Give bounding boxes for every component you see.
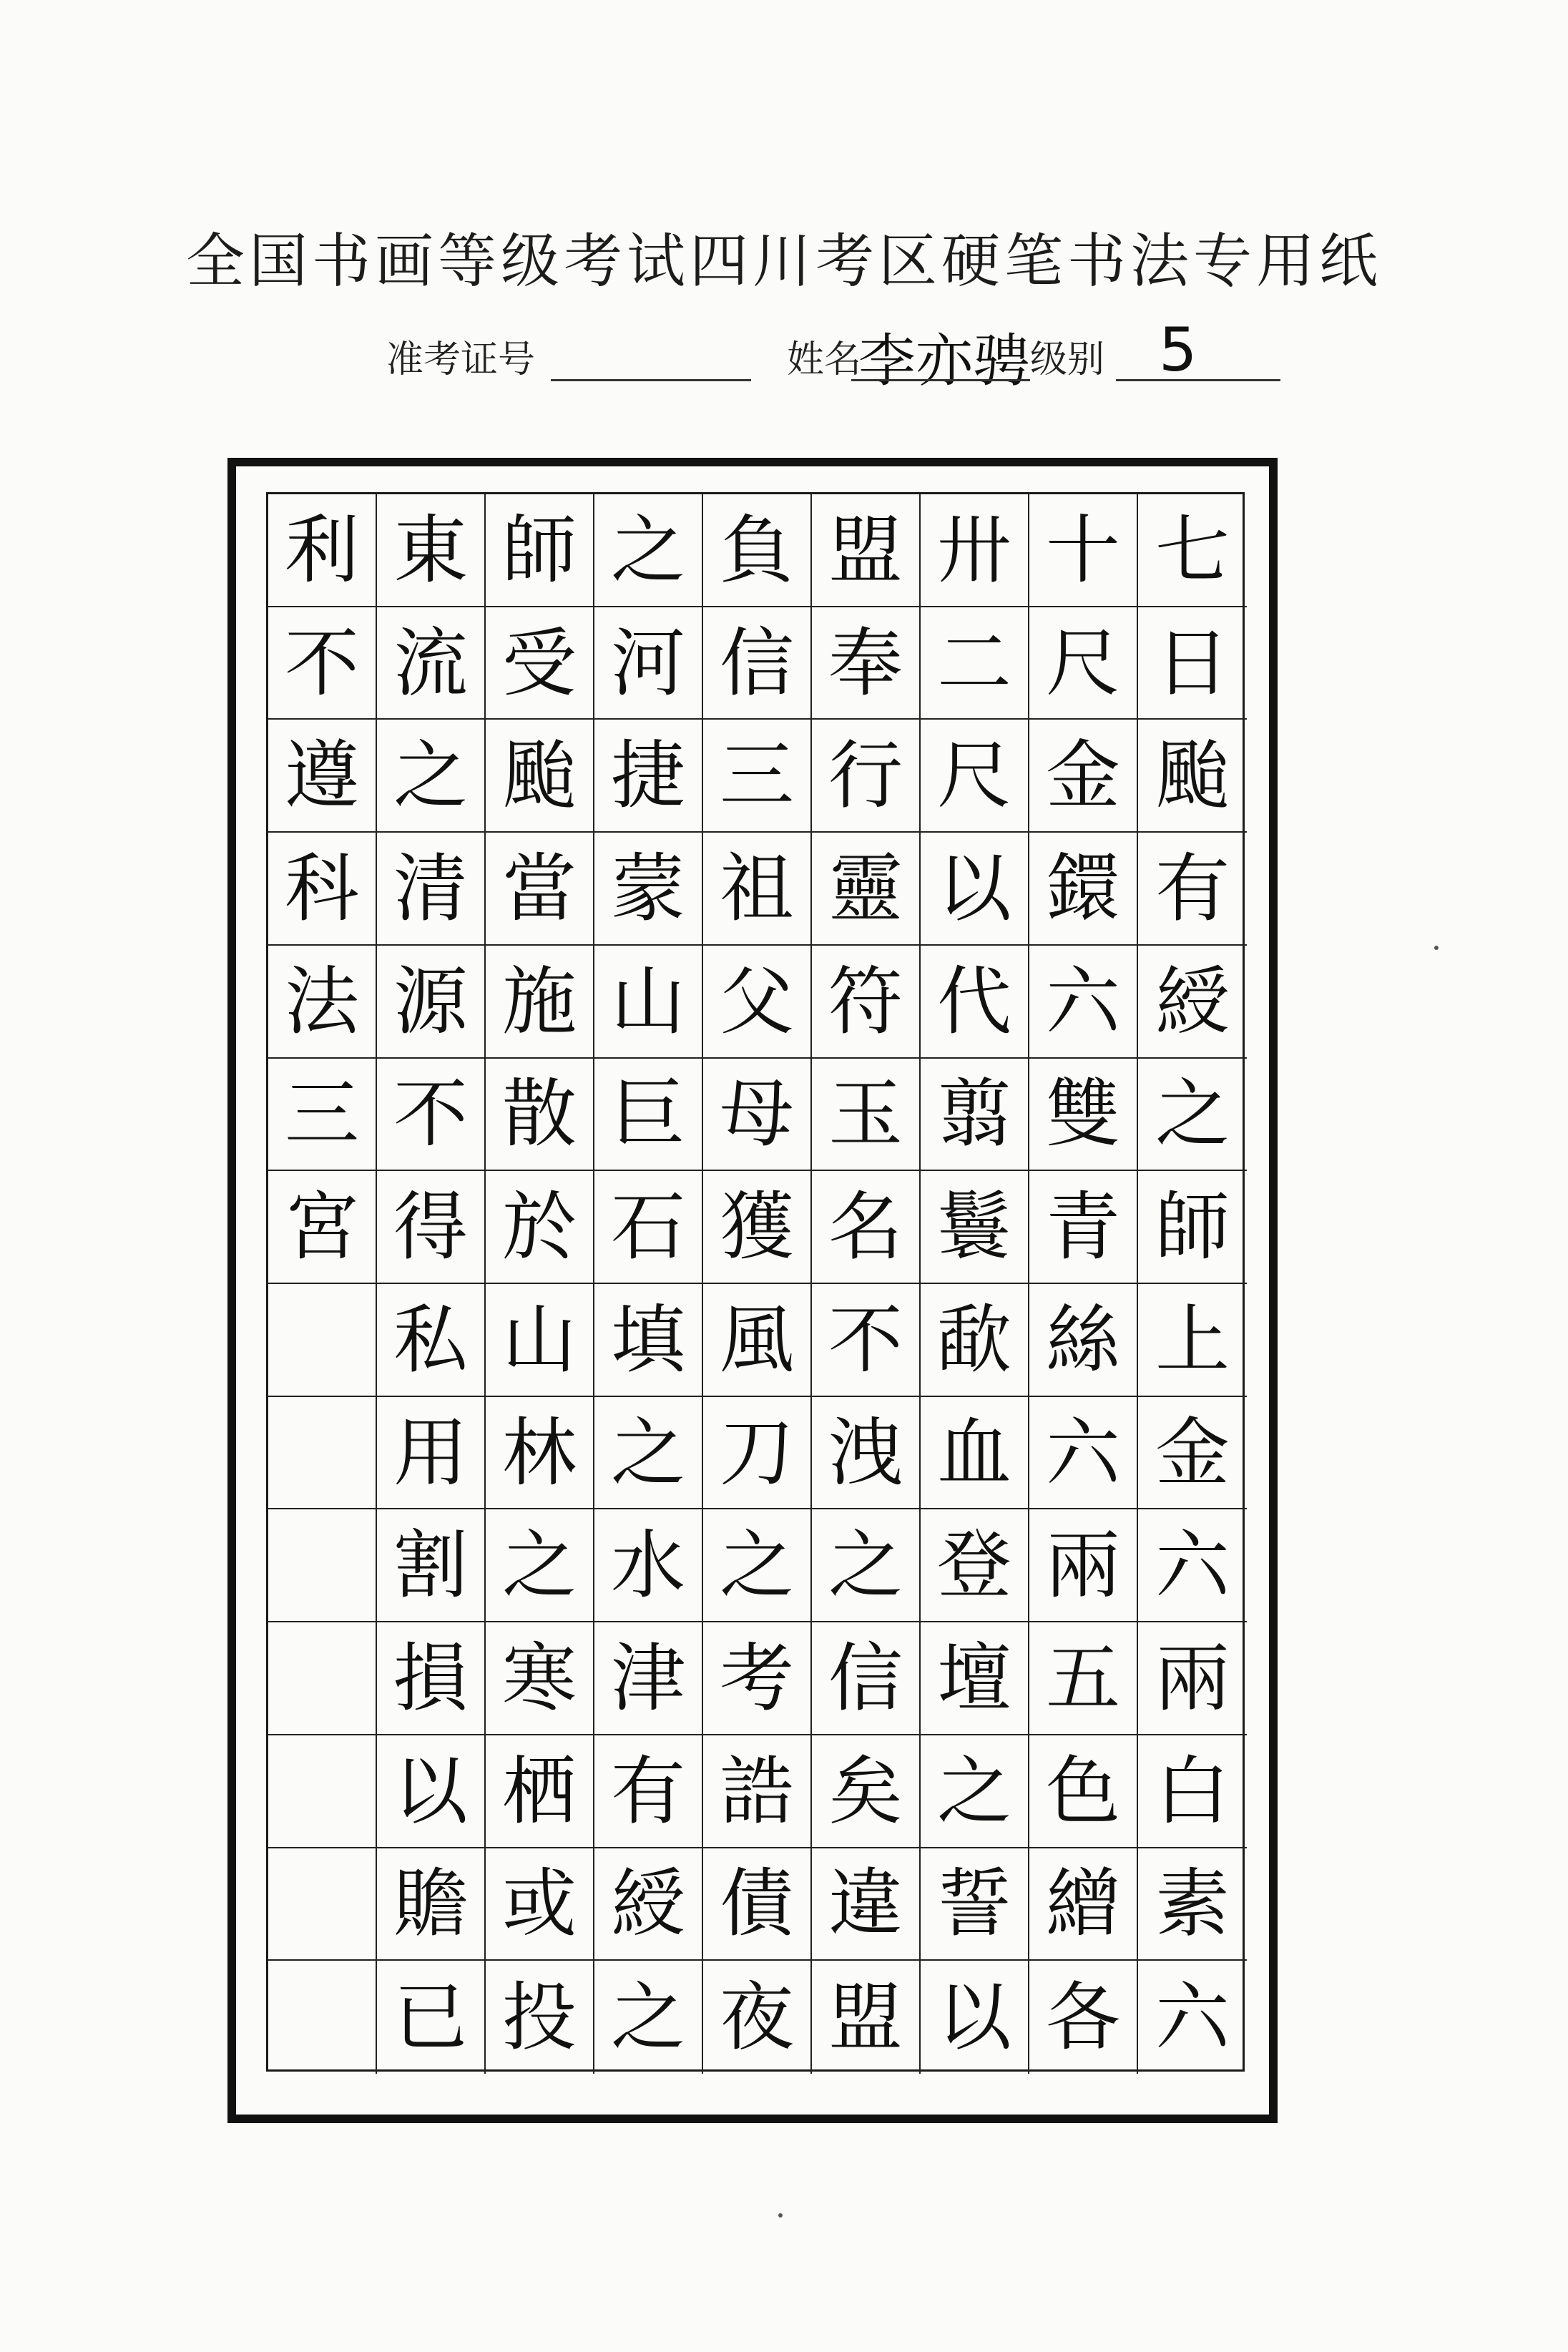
grid-cell: 名: [812, 1171, 919, 1284]
grid-cell: 法: [268, 946, 376, 1059]
grid-cell: [268, 1848, 376, 1961]
exam-id-label: 准考证号: [386, 338, 536, 381]
grid-column-1: [1138, 494, 1247, 2074]
grid-cell: 已: [393, 1974, 468, 2062]
grid-cell: 十: [1029, 494, 1137, 607]
grid-cell: 青: [1029, 1171, 1137, 1284]
grid-cell: 不: [377, 1059, 484, 1172]
grid-cell: 矣: [812, 1735, 919, 1848]
grid-cell: 靈: [812, 833, 919, 946]
grid-cell: 颱: [486, 720, 593, 833]
grid-cell: 尺: [921, 720, 1028, 833]
grid-cell: 素: [1138, 1848, 1247, 1961]
grid-cell: 巨: [594, 1059, 702, 1172]
grid-cell: 流: [377, 607, 484, 720]
grid-cell: 或: [486, 1848, 593, 1961]
grid-cell: 贍: [377, 1848, 484, 1961]
grid-cell: 津: [594, 1622, 702, 1735]
grid-cell: 師: [486, 494, 593, 607]
grid-cell: 誓: [921, 1848, 1028, 1961]
grid-cell: 洩: [812, 1397, 919, 1510]
grid-cell: 代: [921, 946, 1028, 1059]
grid-cell: 信: [812, 1622, 919, 1735]
grid-cell: 以: [377, 1735, 484, 1848]
grid-cell: 尺: [1029, 607, 1137, 720]
grid-cell: 七: [1138, 494, 1247, 607]
grid-cell: 宮: [268, 1171, 376, 1284]
grid-cell: 受: [486, 607, 593, 720]
grid-cell: 祖: [703, 833, 810, 946]
grid-cell: 源: [377, 946, 484, 1059]
grid-column-2: [1029, 494, 1138, 2074]
grid-cell: 考: [703, 1622, 810, 1735]
grid-cell: 上: [1138, 1284, 1247, 1397]
grid-cell: 五: [1029, 1622, 1137, 1735]
calligraphy-grid: [266, 492, 1245, 2072]
grid-cell: 施: [486, 946, 593, 1059]
grid-cell: 散: [486, 1059, 593, 1172]
grid-cell: 綬: [1138, 946, 1247, 1059]
grid-column-7: [486, 494, 594, 2074]
grid-cell: 金: [1138, 1397, 1247, 1510]
grid-cell: 得: [377, 1171, 484, 1284]
grid-cell: 割: [377, 1509, 484, 1622]
grid-cell: 三: [703, 720, 810, 833]
name-label: 姓名: [787, 338, 862, 381]
grid-cell: 損: [377, 1622, 484, 1735]
grid-cell: 登: [921, 1509, 1028, 1622]
name-underline: [851, 379, 1030, 381]
grid-cell: 石: [594, 1171, 702, 1284]
grid-cell: 父: [703, 946, 810, 1059]
grid-cell: 盟: [828, 1974, 903, 2062]
grid-cell: 之: [812, 1509, 919, 1622]
grid-cell: 六: [1029, 1397, 1137, 1510]
grid-cell: 師: [1138, 1171, 1247, 1284]
paper-speck: [778, 2213, 783, 2218]
grid-cell: 遵: [268, 720, 376, 833]
page-title: 全国书画等级考试四川考区硬笔书法专用纸: [185, 227, 1382, 295]
grid-cell: 之: [594, 494, 702, 607]
level-value: 5: [1159, 315, 1197, 385]
grid-cell: 利: [268, 494, 376, 607]
grid-cell: 六: [1029, 946, 1137, 1059]
exam-id-underline: [551, 379, 751, 381]
grid-cell: 各: [1045, 1974, 1120, 2062]
exam-info-line: [0, 315, 1568, 394]
grid-cell: 信: [703, 607, 810, 720]
grid-cell: 二: [921, 607, 1028, 720]
grid-cell: 颱: [1138, 720, 1247, 833]
grid-cell: 雙: [1029, 1059, 1137, 1172]
grid-cell: 金: [1029, 720, 1137, 833]
grid-cell: 捷: [594, 720, 702, 833]
grid-cell: 不: [268, 607, 376, 720]
grid-cell: 填: [594, 1284, 702, 1397]
grid-cell: 玉: [812, 1059, 919, 1172]
grid-column-6: [594, 494, 703, 2074]
grid-cell: [268, 1622, 376, 1735]
grid-cell: 刀: [703, 1397, 810, 1510]
grid-cell: 盟: [812, 494, 919, 607]
grid-cell: 栖: [486, 1735, 593, 1848]
grid-cell: 兩: [1138, 1622, 1247, 1735]
grid-column-9: [268, 494, 377, 2074]
grid-cell: [268, 1509, 376, 1622]
level-underline: [1116, 379, 1280, 381]
grid-cell: 母: [703, 1059, 810, 1172]
grid-cell: 寒: [486, 1622, 593, 1735]
grid-cell: 翦: [921, 1059, 1028, 1172]
grid-cell: 鬟: [921, 1171, 1028, 1284]
grid-cell: 之: [610, 1974, 685, 2062]
grid-cell: 於: [486, 1171, 593, 1284]
level-label: 级别: [1030, 338, 1105, 381]
grid-cell: 獲: [703, 1171, 810, 1284]
grid-cell: 壇: [921, 1622, 1028, 1735]
grid-cell: 歃: [921, 1284, 1028, 1397]
grid-cell: 之: [921, 1735, 1028, 1848]
grid-cell: 之: [377, 720, 484, 833]
grid-cell: 水: [594, 1509, 702, 1622]
grid-cell: 科: [268, 833, 376, 946]
grid-cell: 誥: [703, 1735, 810, 1848]
grid-cell: 投: [501, 1974, 577, 2062]
grid-cell: 當: [486, 833, 593, 946]
grid-cell: 違: [812, 1848, 919, 1961]
name-value: 李亦骋: [858, 328, 1030, 394]
grid-cell: 卅: [921, 494, 1028, 607]
grid-cell: [268, 1284, 376, 1397]
grid-cell: 綬: [594, 1848, 702, 1961]
grid-cell: 六: [1138, 1509, 1247, 1622]
grid-cell: 白: [1138, 1735, 1247, 1848]
grid-cell: 風: [703, 1284, 810, 1397]
grid-cell: 林: [486, 1397, 593, 1510]
grid-cell: 六: [1155, 1974, 1230, 2062]
grid-cell: 有: [594, 1735, 702, 1848]
grid-cell: 血: [921, 1397, 1028, 1510]
grid-cell: 清: [377, 833, 484, 946]
grid-cell: 山: [486, 1284, 593, 1397]
grid-column-4: [812, 494, 921, 2074]
grid-cell: 山: [594, 946, 702, 1059]
grid-cell: 不: [812, 1284, 919, 1397]
grid-column-5: [703, 494, 812, 2074]
grid-cell: 行: [812, 720, 919, 833]
grid-cell: 兩: [1029, 1509, 1137, 1622]
grid-cell: [268, 1735, 376, 1848]
paper-speck: [1434, 946, 1439, 950]
grid-cell: 鐶: [1029, 833, 1137, 946]
grid-cell: [268, 1397, 376, 1510]
grid-cell: 債: [703, 1848, 810, 1961]
grid-cell: 以: [936, 1974, 1011, 2062]
grid-cell: 夜: [719, 1974, 794, 2062]
grid-cell: 用: [377, 1397, 484, 1510]
grid-cell: 以: [921, 833, 1028, 946]
grid-cell: 奉: [812, 607, 919, 720]
grid-cell: 之: [486, 1509, 593, 1622]
grid-cell: 有: [1138, 833, 1247, 946]
grid-cell: 日: [1138, 607, 1247, 720]
grid-cell: 之: [703, 1509, 810, 1622]
grid-cell: 符: [812, 946, 919, 1059]
grid-cell: 繒: [1029, 1848, 1137, 1961]
grid-column-3: [921, 494, 1029, 2074]
grid-cell: 蒙: [594, 833, 702, 946]
grid-cell: 三: [268, 1059, 376, 1172]
grid-column-8: [377, 494, 486, 2074]
grid-cell: 私: [377, 1284, 484, 1397]
grid-cell: 之: [1138, 1059, 1247, 1172]
grid-cell: 負: [703, 494, 810, 607]
grid-cell: [268, 1961, 376, 2074]
grid-cell: 色: [1029, 1735, 1137, 1848]
grid-cell: 河: [594, 607, 702, 720]
grid-cell: 東: [377, 494, 484, 607]
grid-cell: 絲: [1029, 1284, 1137, 1397]
grid-cell: 之: [594, 1397, 702, 1510]
